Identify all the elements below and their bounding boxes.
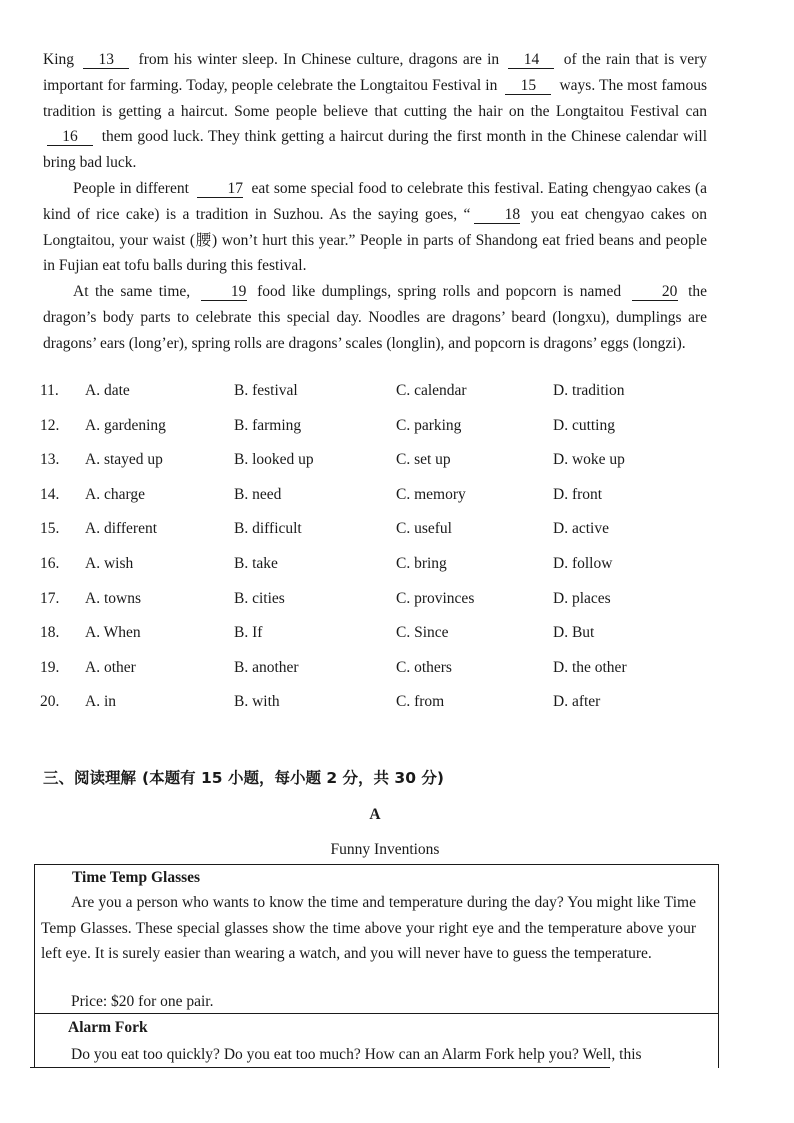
question-number: 18. [40, 624, 60, 642]
blank-15: 15 [505, 77, 551, 95]
text-segment: King [43, 51, 74, 68]
option-d: D. But [553, 624, 595, 642]
item-heading-glasses: Time Temp Glasses [72, 869, 201, 886]
blank-17: 17 [197, 180, 243, 198]
text-segment: food like dumplings, spring rolls and popcorn is named [257, 283, 622, 300]
blank-13: 13 [83, 51, 129, 69]
cloze-paragraph-2 [43, 176, 707, 279]
cloze-paragraph-1 [43, 47, 707, 176]
option-a: A. wish [85, 554, 134, 572]
option-d: D. places [553, 589, 611, 607]
option-row-16 [40, 555, 720, 590]
option-b: B. If [234, 624, 263, 642]
option-a: A. charge [85, 485, 145, 503]
option-c: C. Since [396, 624, 449, 642]
cloze-paragraph-3 [43, 279, 707, 356]
passage-letter: A [369, 806, 381, 823]
question-number: 11. [40, 382, 59, 399]
option-row-13 [40, 451, 720, 486]
option-d: D. woke up [553, 451, 625, 469]
text-segment: from his winter sleep. In Chinese culture, dragons are in [138, 51, 500, 68]
section-heading [43, 766, 444, 788]
text-segment: them good luck. They think getting a haircut during the first month in the Chinese calendar will bring bad luck. [43, 128, 707, 172]
option-a: A. stayed up [85, 451, 163, 469]
question-number: 20. [40, 693, 60, 711]
option-d: D. active [553, 520, 609, 538]
passage-title: Funny Inventions [330, 841, 440, 858]
question-number: 14. [40, 485, 60, 503]
option-row-18 [40, 624, 720, 659]
option-d: D. the other [553, 658, 627, 676]
text-segment: People in different [73, 180, 189, 197]
question-number: 19. [40, 658, 60, 676]
option-c: C. useful [396, 520, 452, 538]
option-b: B. difficult [234, 520, 302, 538]
option-a: A. in [85, 693, 116, 711]
option-row-20 [40, 693, 720, 728]
option-b: B. another [234, 658, 299, 676]
option-c: C. set up [396, 451, 451, 469]
option-b: B. take [234, 554, 278, 572]
option-row-14 [40, 486, 720, 521]
option-c: C. provinces [396, 589, 475, 607]
answer-options [40, 382, 720, 728]
option-row-12 [40, 417, 720, 452]
option-d: D. follow [553, 554, 613, 572]
text-segment: ways. The most famous tradition is getting a haircut. Some people believe that cutting the hair on the Longtaitou Festival can [43, 76, 708, 120]
option-a: A. When [85, 624, 141, 642]
item-heading-fork: Alarm Fork [68, 1019, 148, 1036]
option-c: C. others [396, 658, 452, 676]
question-number: 16. [40, 554, 60, 572]
section-detail: (本题有 15 小题，每小题 2 分，共 30 分) [142, 769, 444, 787]
option-a: A. towns [85, 589, 141, 607]
option-a: A. other [85, 658, 136, 676]
option-b: B. looked up [234, 451, 314, 469]
option-row-15 [40, 520, 720, 555]
text-segment: eat some special food to celebrate this festival. Eating chengyao cakes (a kind of rice cake) is a tradition in Suzhou. As the saying goes, “ [43, 180, 708, 223]
option-a: A. different [85, 520, 158, 538]
blank-18: 18 [474, 206, 520, 224]
option-c: C. from [396, 693, 445, 711]
option-row-17 [40, 590, 720, 625]
question-number: 13. [40, 451, 60, 469]
question-number: 17. [40, 589, 60, 607]
option-c: C. bring [396, 554, 447, 572]
item-text-glasses: Are you a person who wants to know the time and temperature during the day? You might like Time Temp Glasses. These special glasses show the time above your right eye and the temperature above your left eye. It is surely easier than wearing a watch, and you will never have to guess the temperature. [41, 894, 696, 962]
blank-19: 19 [201, 283, 247, 301]
option-c: C. calendar [396, 382, 467, 399]
text-segment: the dragon’s body parts to celebrate this special day. Noodles are dragons’ beard (longxu), dumplings are dragons’ ears (long’er), spring rolls are dragons’ scales (longlin), and popcorn is dragons’ eggs (longzi). [43, 283, 707, 352]
option-b: B. farming [234, 416, 302, 434]
option-b: B. with [234, 693, 280, 711]
option-d: D. front [553, 485, 603, 503]
option-c: C. parking [396, 416, 462, 434]
blank-14: 14 [508, 51, 554, 69]
option-a: A. gardening [85, 416, 166, 434]
text-segment: of the rain that is very important for farming. Today, people celebrate the Longtaitou Festival in [43, 51, 708, 94]
blank-20: 20 [632, 283, 678, 301]
box-bottom-line [30, 1067, 610, 1068]
option-row-19 [40, 659, 720, 694]
text-segment: you eat chengyao cakes on Longtaitou, your waist (腰) won’t hurt this year.” People in parts of Shandong eat fried beans and people in Fujian eat tofu balls during this festival. [43, 205, 707, 275]
option-row-11 [40, 382, 720, 417]
option-a: A. date [85, 382, 130, 399]
question-number: 15. [40, 520, 60, 538]
text-segment: At the same time, [73, 283, 191, 300]
inventions-box [34, 864, 719, 1068]
item-text-fork: Do you eat too quickly? Do you eat too much? How can an Alarm Fork help you? Well, this [71, 1046, 642, 1063]
option-b: B. festival [234, 382, 298, 399]
section-title: 三、阅读理解 [43, 769, 137, 787]
option-d: D. cutting [553, 416, 615, 434]
box-divider [35, 1013, 718, 1014]
option-b: B. need [234, 485, 282, 503]
question-number: 12. [40, 416, 60, 434]
blank-16: 16 [47, 128, 93, 146]
item-price-glasses: Price: $20 for one pair. [71, 993, 214, 1010]
option-c: C. memory [396, 485, 466, 503]
option-d: D. after [553, 693, 601, 711]
option-b: B. cities [234, 589, 285, 607]
option-d: D. tradition [553, 382, 625, 399]
